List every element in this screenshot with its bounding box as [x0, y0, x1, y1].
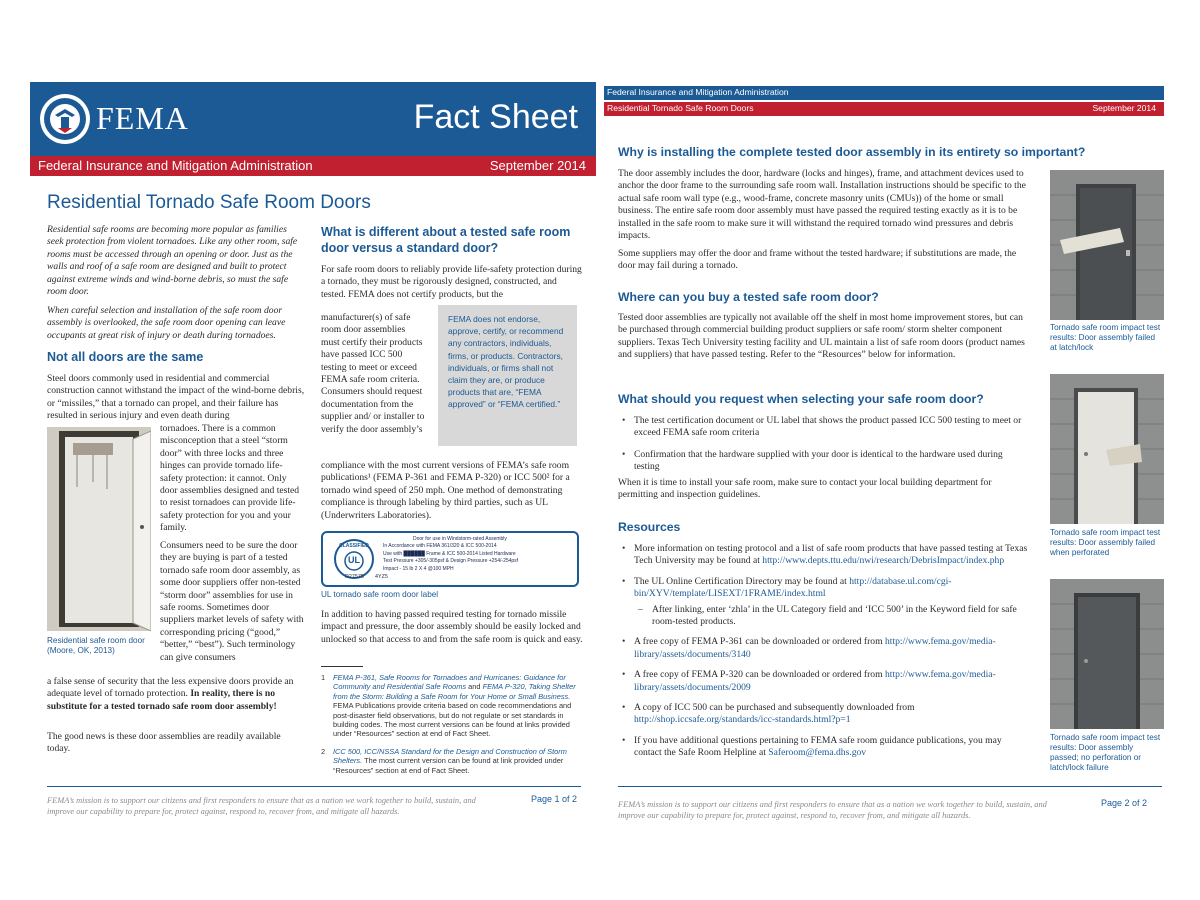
door-photo-caption: Residential safe room door (Moore, OK, 2013) [47, 636, 145, 655]
ul-line-2: In Accordance with FEMA 361/320 & ICC 500-2014 [383, 543, 497, 550]
footnote-1-link-2[interactable]: FEMA P-320, Taking Shelter from the Storm: Building a Safe Room for Your Home or Small Business. [333, 682, 576, 701]
page-1 [0, 0, 596, 900]
resource-item-6 [618, 735, 1028, 760]
agency-name: Federal Insurance and Mitigation Administration [38, 158, 313, 173]
dash-bullet: – [638, 603, 643, 615]
resources-list [618, 543, 1028, 760]
page2-agency: Federal Insurance and Mitigation Administration [607, 87, 789, 97]
resource-2-text: The UL Online Certification Directory may be found at [634, 575, 847, 587]
page-2 [604, 0, 1200, 900]
resource-1-link[interactable]: http://www.depts.ttu.edu/nwi/research/DebrisImpact/index.php [762, 555, 1005, 567]
page2-page-number: Page 2 of 2 [1101, 798, 1148, 808]
footnote-1 [321, 673, 579, 739]
page-number: Page 1 of 2 [531, 794, 578, 804]
fact-sheet-title: Fact Sheet [413, 98, 578, 136]
different-paragraph-a: For safe room doors to reliably provide life-safety protection during a tornado, they must be rigorously designed, constructed, and tested. FEMA does not certify products, but the [321, 264, 582, 300]
not-all-paragraph-b: tornadoes. There is a common misconception that a steel “storm door” with three locks and three hinges can provide tornado life-safety protection: it cannot. Only door assemblies designed and tested to resist tornadoes can provide life-safety protection for you and your family. [160, 423, 300, 534]
dhs-seal-icon [39, 93, 91, 145]
resource-2-sub [634, 604, 1028, 629]
test-photo-latch-failure [1050, 170, 1164, 320]
why-paragraph-1: The door assembly includes the door, hardware (locks and hinges), frame, and attachment devices used to anchor the door frame to the surrounding safe room wall. Installation instructions should be specific to the actual safe room wall type (e.g., wood-frame, concrete masonry units (CMUs)) of the home or small business. The entire safe room door assembly must have passed the required testing exactly as it is to be installed in the safe room to make sure it will withstand the required tornado wind pressures and debris impacts. [618, 168, 1026, 242]
install-paragraph: When it is time to install your safe room, make sure to contact your local building department for permitting and inspection guidelines. [618, 477, 992, 501]
why-paragraph-2: Some suppliers may offer the door and frame without the tested hardware; if substitutions are made, the door may fail during a tornado. [618, 248, 1017, 272]
ul-label-lines [383, 536, 573, 573]
heading-what-request: What should you request when selecting your safe room door? [618, 392, 984, 406]
intro-paragraph-1: Residential safe rooms are becoming more popular as families seek protection from violent tornadoes. Like any other room, safe rooms must be accessed through an opening or door. Just as the walls and roof of a safe room are designed and built to protect against extreme winds and wind-borne debris, so must the safe room door. [47, 224, 298, 298]
not-all-paragraph-a: Steel doors commonly used in residential and commercial construction cannot withstand the impact of the wind-borne debris, or “missiles,” that a tornado can propel, and their failure has resulted in serious injury and even death during [47, 373, 305, 422]
where-paragraph: Tested door assemblies are typically not available off the shelf in most home improvement stores, but can be purchased through commercial building product suppliers or safe room/ storm shelter component suppliers. Texas Tech University testing facility and UL maintain a list of safe room doors (product names and suppliers) that have passed testing. Refer to the “Resources” below for information. [618, 312, 1025, 361]
page-title: Residential Tornado Safe Room Doors [47, 192, 371, 213]
footnote-2-number: 2 [321, 747, 326, 756]
footnote-1-text: FEMA Publications provide criteria based on code recommendations and post-disaster field observations, but do not regulate or set standards in building codes. The most current versions can be found at links provided under “Resources” section at end of Fact Sheet. [333, 701, 572, 739]
resource-4-link[interactable]: http://www.fema.gov/media-library/assets/documents/2009 [634, 669, 996, 693]
ul-badge-top: CLASSIFIED [339, 543, 369, 549]
consumers-tail-text: a false sense of security that the less expensive doors provide an adequate level of tornado protection. [47, 676, 294, 700]
page2-mission-statement: FEMA’s mission is to support our citizens and first responders to ensure that as a nation we work together to build, sustain, and improve our capability to prepare for, protect against, respond to, recover from, and mitigate all hazards. [618, 800, 1047, 820]
intro-paragraph-2: When careful selection and installation of the safe room door assembly is overlooked, the safe room door opening can leave occupants at great risk of injury or death during tornadoes. [47, 305, 286, 341]
consumers-paragraph: Consumers need to be sure the door they are buying is part of a tested tornado safe room door assembly, as some door suppliers offer non-tested “storm door” assemblies for use in safe rooms. Sometimes door suppliers market levels of safety with corresponding pricing (“good,” “better,” “best”). Such terminology can give consumers [160, 540, 304, 663]
ul-line-3: Use with ██████ Frame & ICC 500-2014 Listed Hardware [383, 550, 516, 557]
test-photo-passed [1050, 579, 1164, 729]
heading-why-important: Why is installing the complete tested door assembly in its entirety so important? [618, 145, 1086, 159]
ul-label [321, 531, 579, 587]
caption-perforated: Tornado safe room impact test results: Door assembly failed when perforated [1050, 528, 1161, 557]
ul-line-4: Test Pressure +305/-305psf & Design Pressure +254/-254psf [383, 558, 519, 565]
ul-label-caption: UL tornado safe room door label [321, 590, 439, 599]
heading-what-is-different: What is different about a tested safe room door versus a standard door? [321, 225, 571, 255]
footnote-1-and: and [468, 682, 481, 692]
resource-3-link[interactable]: http://www.fema.gov/media-library/assets/documents/3140 [634, 636, 996, 660]
resource-4-text: A free copy of FEMA P-320 can be downloaded or ordered from [634, 669, 883, 681]
agency-bar [30, 156, 596, 176]
page2-header-red [604, 102, 1164, 116]
page-divider [596, 0, 604, 900]
resource-6-link[interactable]: Saferoom@fema.dhs.gov [768, 747, 867, 759]
footnote-2-link[interactable]: ICC 500, ICC/NSSA Standard for the Design and Construction of Storm Shelters. [333, 747, 567, 766]
page2-date: September 2014 [1092, 103, 1156, 113]
page2-subject: Residential Tornado Safe Room Doors [607, 103, 754, 113]
resource-5-link[interactable]: http://shop.iccsafe.org/standards/icc-standards.html?p=1 [634, 714, 851, 726]
resource-3-text: A free copy of FEMA P-361 can be downloaded or ordered from [634, 636, 883, 648]
footnote-2-text: The most current version can be found at link provided under “Resources” section at end of Fact Sheet. [333, 756, 564, 775]
fema-logo-text: FEMA [96, 100, 189, 136]
heading-resources: Resources [618, 520, 681, 534]
resource-2-sub-text: After linking, enter ‘zhla’ in the UL Category field and ‘ICC 500’ in the Keyword field for safe room-tested products. [652, 603, 1017, 628]
resource-item-4 [618, 669, 1028, 694]
footnote-rule [321, 666, 363, 667]
request-list [618, 415, 1028, 474]
test-photo-perforated [1050, 374, 1164, 524]
request-item-1: • The test certification document or UL label that shows the product passed ICC 500 testing to meet or exceed FEMA safe room criteria [618, 415, 1028, 440]
different-paragraph-c: compliance with the most current versions of FEMA’s safe room publications¹ (FEMA P-361 and FEMA P-320) or ICC 500² for a tornado wind speed of 250 mph. One method of demonstrating compliance is through labeling by third parties, such as UL (Underwriters Laboratories). [321, 460, 570, 521]
ul-line-1: Door for use in Windstorm-rated Assembly [413, 536, 507, 542]
resource-5-text: A copy of ICC 500 can be purchased and subsequently downloaded from [634, 702, 915, 714]
good-news-paragraph: The good news is these door assemblies are readily available today. [47, 731, 281, 755]
ul-code-1: R27575 [345, 574, 364, 580]
footnote-1-number: 1 [321, 673, 326, 682]
resource-1-text: More information on testing protocol and a list of safe room products that have passed testing at Texas Tech University may be found at [634, 543, 1028, 567]
ul-code-2: 4YZ5 [375, 574, 388, 580]
heading-where-buy: Where can you buy a tested safe room door? [618, 290, 879, 304]
resource-item-3 [618, 636, 1028, 661]
resource-item-2 [618, 576, 1028, 629]
consumers-tail [47, 676, 305, 713]
resource-item-5 [618, 702, 1028, 727]
footnote-1-link[interactable]: FEMA P-361, Safe Rooms for Tornadoes and Hurricanes: Guidance for Community and Residential Safe Rooms [333, 673, 566, 692]
disclaimer-text: FEMA does not endorse, approve, certify, or recommend any contractors, individuals, firms, or products. Contractors, individuals, or firms shall not claim they are, or produce products that are, “FEMA approved” or “FEMA certified.” [448, 314, 564, 410]
addition-paragraph: In addition to having passed required testing for tornado missile impact and pressure, the door assembly should be easily locked and unlocked so that access to and from the safe room is quick and easy. [321, 609, 583, 645]
residential-door-photo [47, 427, 151, 631]
resource-6-text: If you have additional questions pertaining to FEMA safe room guidance publications, you may contact the Safe Room Helpline at [634, 734, 1002, 759]
page2-footer-rule [618, 786, 1162, 787]
caption-latch-failure: Tornado safe room impact test results: Door assembly failed at latch/lock [1050, 323, 1161, 352]
header-date: September 2014 [489, 158, 586, 173]
header-banner [30, 82, 596, 156]
footer-rule [47, 786, 581, 787]
caption-passed: Tornado safe room impact test results: Door assembly passed; no perforation or latch/lock failure [1050, 733, 1161, 772]
heading-not-all-doors: Not all doors are the same [47, 350, 204, 364]
request-item-2: • Confirmation that the hardware supplied with your door is identical to the hardware used during testing [618, 449, 1028, 474]
ul-line-5: Impact - 15 lb 2 X 4 @100 MPH [383, 565, 454, 572]
mission-statement: FEMA’s mission is to support our citizens and first responders to ensure that as a nation we work together to build, sustain, and improve our capability to prepare for, protect against, respond to, recover from, and mitigate all hazards. [47, 796, 476, 816]
resource-item-1 [618, 543, 1028, 568]
resource-2-link[interactable]: http://database.ul.com/cgi-bin/XYV/template/LISEXT/1FRAME/index.html [634, 575, 952, 600]
different-paragraph-b: manufacturer(s) of safe room door assemblies must certify their products have passed ICC 500 testing to meet or exceed FEMA safe room criteria. Consumers should request documentation from the supplier and/ or installer to verify the door assembly’s [321, 312, 425, 435]
page2-header-blue [604, 86, 1164, 100]
disclaimer-callout [438, 305, 577, 446]
footnote-2 [321, 747, 579, 775]
consumers-bold-text: In reality, there is no substitute for a tested tornado safe room door assembly! [47, 688, 277, 712]
ul-badge-mid: UL [348, 555, 360, 565]
